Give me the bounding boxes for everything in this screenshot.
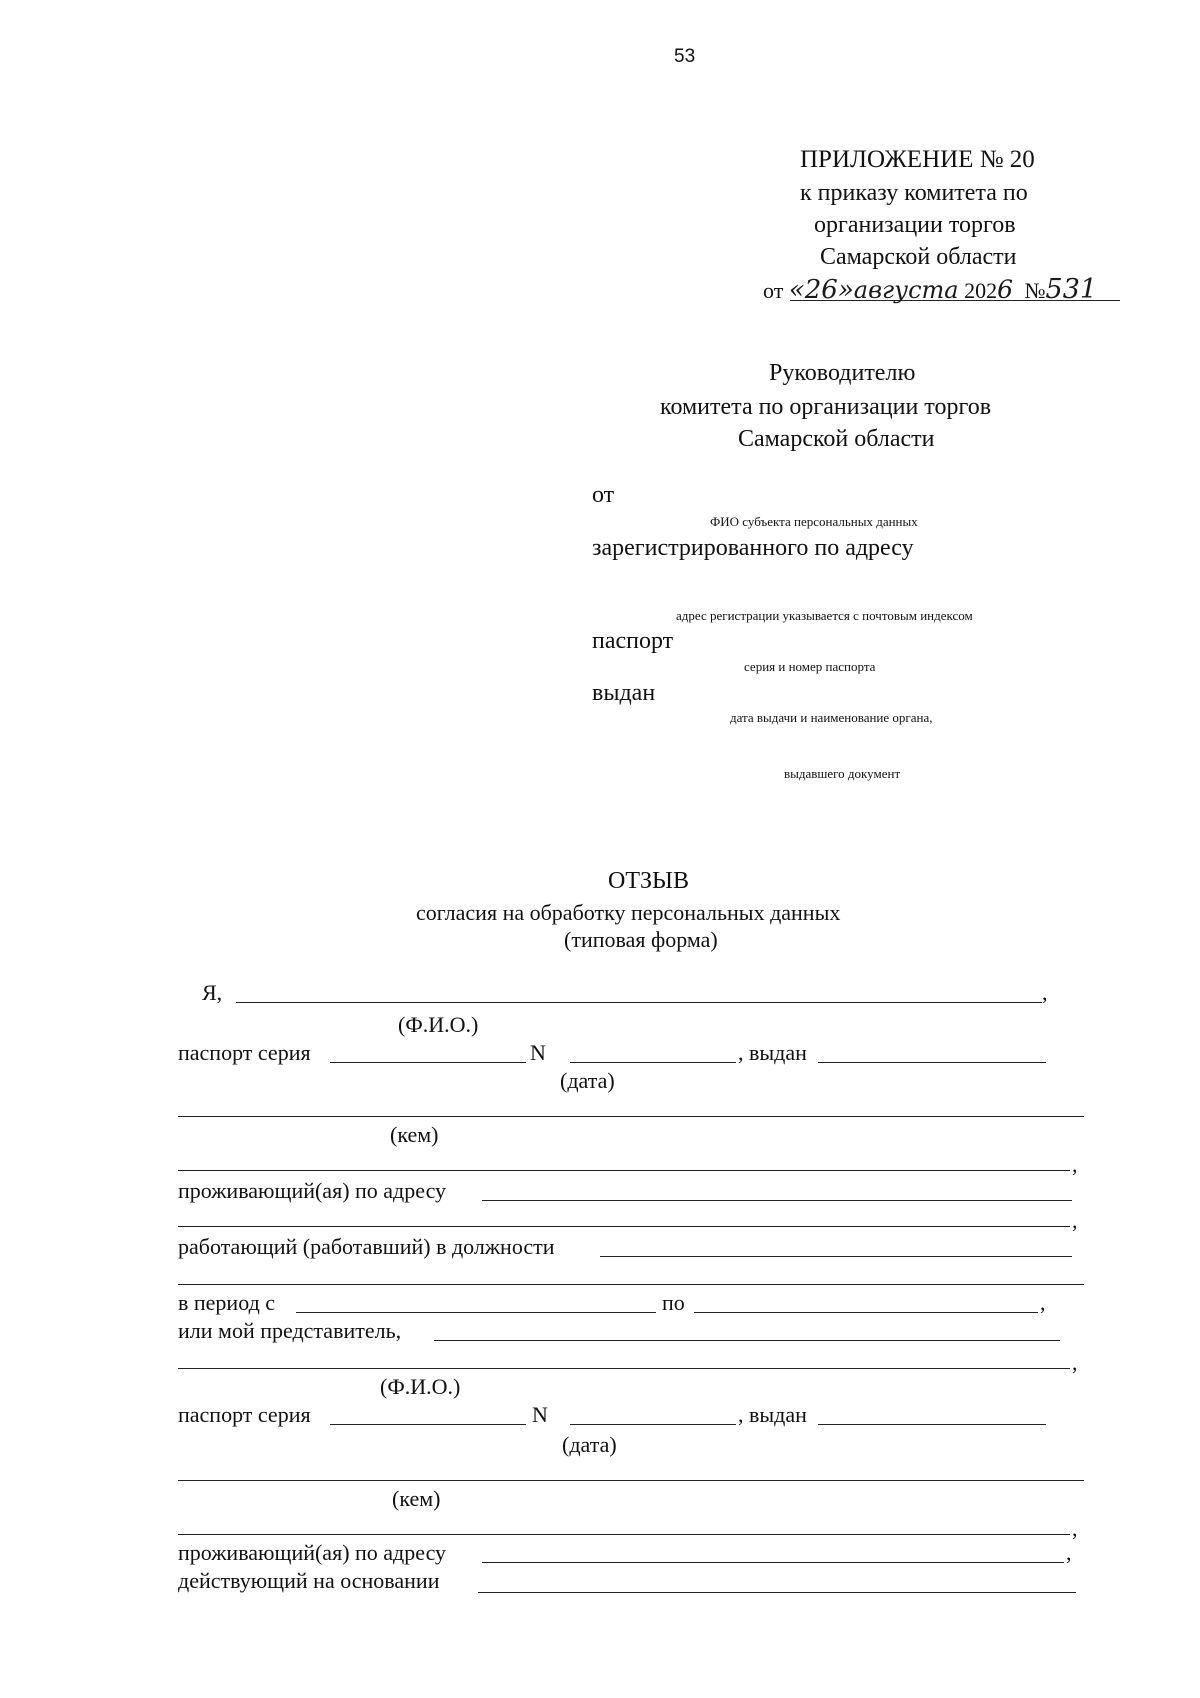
date-caption-2: (дата) (562, 1432, 617, 1457)
passport-series-field[interactable] (330, 1062, 526, 1063)
passport-series-label-2: паспорт серия (178, 1402, 311, 1427)
n-label-2: N (532, 1402, 548, 1427)
residing-field-2[interactable] (482, 1562, 1064, 1563)
comma-5: , (1072, 1350, 1078, 1375)
comma-4: , (1040, 1290, 1046, 1315)
fio-hint: ФИО субъекта персональных данных (710, 514, 918, 529)
passport-number-field-2[interactable] (570, 1424, 736, 1425)
passport-number-field[interactable] (570, 1062, 736, 1063)
date-close-quote: » (837, 275, 854, 305)
issued-label: выдан (592, 680, 656, 706)
issued-field[interactable] (818, 1062, 1046, 1063)
blank-line-5[interactable] (178, 1534, 1070, 1535)
representative-label: или мой представитель, (178, 1318, 402, 1343)
comma-6: , (1072, 1516, 1078, 1541)
passport-series-label: паспорт серия (178, 1040, 311, 1065)
passport-label: паспорт (592, 628, 674, 654)
i-label: Я, (202, 980, 223, 1005)
representative-field[interactable] (434, 1340, 1060, 1341)
comma-2: , (1072, 1152, 1078, 1177)
period-to-label: по (662, 1290, 685, 1315)
passport-hint: серия и номер паспорта (744, 659, 876, 674)
from-label: от (592, 482, 615, 508)
page-number: 53 (674, 46, 696, 67)
addressee-line-2: комитета по организации торгов (660, 394, 992, 420)
registered-label: зарегистрированного по адресу (592, 535, 914, 561)
address-hint: адрес регистрации указывается с почтовым индексом (676, 608, 973, 623)
period-to-field[interactable] (694, 1312, 1038, 1313)
date-month: августа (853, 276, 959, 304)
addressee-line-1: Руководителю (769, 360, 916, 386)
date-prefix: от (763, 278, 784, 303)
number-sign: № (1024, 278, 1046, 303)
blank-line-1[interactable] (178, 1170, 1070, 1171)
residing-field[interactable] (482, 1200, 1072, 1201)
annex-line-2: организации торгов (814, 212, 1016, 238)
issued-by-field-line[interactable] (178, 1116, 1084, 1117)
comma-1: , (1042, 980, 1048, 1005)
fio-caption-2: (Ф.И.О.) (380, 1374, 461, 1399)
acting-label: действующий на основании (178, 1568, 440, 1593)
fio-caption: (Ф.И.О.) (398, 1012, 479, 1037)
issued-by-field-line-2[interactable] (178, 1480, 1084, 1481)
date-day: 26 (804, 275, 838, 305)
form-type: (типовая форма) (564, 927, 718, 952)
by-whom-caption: (кем) (390, 1122, 439, 1147)
by-whom-caption-2: (кем) (392, 1486, 441, 1511)
acting-field[interactable] (478, 1592, 1076, 1593)
form-subtitle: согласия на обработку персональных данных (416, 900, 841, 925)
date-open-quote: « (788, 275, 805, 305)
n-label: N (530, 1040, 546, 1065)
number-value: 531 (1045, 274, 1098, 305)
date-year-digit: 6 (997, 275, 1014, 304)
residing-label-2: проживающий(ая) по адресу (178, 1540, 447, 1565)
passport-series-field-2[interactable] (330, 1424, 526, 1425)
issued-text: , выдан (738, 1040, 807, 1065)
annex-title: ПРИЛОЖЕНИЕ № 20 (800, 146, 1035, 173)
date-year-printed: 202 (964, 278, 998, 303)
addressee-line-3: Самарской области (738, 426, 935, 452)
comma-7: , (1066, 1540, 1072, 1565)
issued-hint-1: дата выдачи и наименование органа, (730, 710, 933, 725)
issued-text-2: , выдан (738, 1402, 807, 1427)
annex-date-underline (790, 300, 1120, 301)
fio-field-line[interactable] (236, 1002, 1042, 1003)
period-from-label: в период с (178, 1290, 276, 1315)
blank-line-2[interactable] (178, 1226, 1070, 1227)
annex-line-1: к приказу комитета по (800, 180, 1028, 206)
issued-hint-2: выдавшего документ (784, 766, 901, 781)
blank-line-4[interactable] (178, 1368, 1070, 1369)
date-caption: (дата) (560, 1068, 615, 1093)
issued-field-2[interactable] (818, 1424, 1046, 1425)
period-from-field[interactable] (296, 1312, 656, 1313)
residing-label: проживающий(ая) по адресу (178, 1178, 447, 1203)
working-label: работающий (работавший) в должности (178, 1234, 555, 1259)
blank-line-3[interactable] (178, 1284, 1084, 1285)
annex-line-3: Самарской области (820, 244, 1017, 270)
form-title: ОТЗЫВ (608, 868, 689, 894)
working-field[interactable] (600, 1256, 1072, 1257)
comma-3: , (1072, 1208, 1078, 1233)
